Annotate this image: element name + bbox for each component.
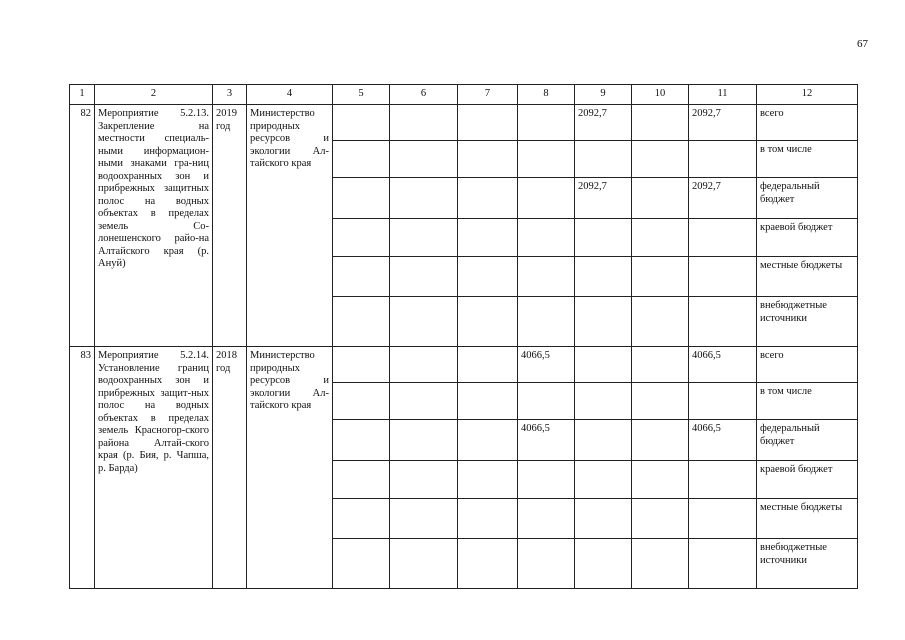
amount-cell — [518, 219, 575, 257]
amount-cell — [390, 178, 458, 219]
amount-cell — [689, 219, 757, 257]
amount-cell — [689, 257, 757, 297]
amount-cell — [518, 297, 575, 347]
amount-cell — [390, 420, 458, 461]
amount-cell — [458, 297, 518, 347]
amount-cell — [390, 141, 458, 178]
funding-source: в том числе — [757, 383, 858, 420]
amount-cell — [689, 461, 757, 499]
funding-source: местные бюджеты — [757, 499, 858, 539]
header-row — [70, 85, 858, 105]
amount-cell — [458, 347, 518, 383]
column-header: 5 — [333, 85, 390, 105]
amount-cell: 2092,7 — [689, 105, 757, 141]
amount-cell — [689, 539, 757, 589]
column-header: 3 — [213, 85, 247, 105]
funding-source: внебюджетные источники — [757, 539, 858, 589]
amount-cell — [575, 347, 632, 383]
amount-cell — [458, 461, 518, 499]
amount-cell — [518, 499, 575, 539]
amount-cell — [689, 383, 757, 420]
amount-cell: 4066,5 — [689, 420, 757, 461]
funding-source: всего — [757, 105, 858, 141]
funding-source: в том числе — [757, 141, 858, 178]
measure-name: Мероприятие 5.2.13. Закрепление на местности специаль-ными информацион-ными знаками гра-ниц водоохранных зон и прибрежных защитных полос на водных объектах в пределах земель Со-лонешенского райо-на Алтайского края (р. Ануй) — [95, 105, 213, 347]
amount-cell — [575, 499, 632, 539]
amount-cell: 2092,7 — [689, 178, 757, 219]
amount-cell: 2092,7 — [575, 178, 632, 219]
amount-cell — [333, 539, 390, 589]
funding-source: краевой бюджет — [757, 461, 858, 499]
amount-cell — [575, 420, 632, 461]
column-header: 12 — [757, 85, 858, 105]
amount-cell — [333, 461, 390, 499]
table-row — [70, 105, 858, 141]
amount-cell — [575, 539, 632, 589]
amount-cell: 4066,5 — [518, 347, 575, 383]
amount-cell — [390, 257, 458, 297]
responsible-org: Министерство природных ресурсов и экологии Ал-тайского края — [247, 347, 333, 589]
amount-cell — [575, 297, 632, 347]
funding-source: всего — [757, 347, 858, 383]
amount-cell — [632, 539, 689, 589]
amount-cell — [632, 141, 689, 178]
responsible-org: Министерство природных ресурсов и экологии Ал-тайского края — [247, 105, 333, 347]
amount-cell — [575, 257, 632, 297]
funding-source: местные бюджеты — [757, 257, 858, 297]
amount-cell — [518, 105, 575, 141]
row-number: 83 — [70, 347, 95, 589]
amount-cell — [632, 297, 689, 347]
amount-cell — [458, 178, 518, 219]
amount-cell — [689, 499, 757, 539]
amount-cell — [518, 141, 575, 178]
measure-name: Мероприятие 5.2.14. Установление границ водоохранных зон и прибрежных защит-ных полос на водных объектах в пределах земель Красногор-ского района Алтай-ского края (р. Бия, р. Чапша, р. Барда) — [95, 347, 213, 589]
amount-cell — [575, 141, 632, 178]
column-header: 10 — [632, 85, 689, 105]
measure-year: 2018 год — [213, 347, 247, 589]
funding-source: краевой бюджет — [757, 219, 858, 257]
column-header: 7 — [458, 85, 518, 105]
amount-cell — [632, 461, 689, 499]
amount-cell — [632, 383, 689, 420]
amount-cell — [333, 297, 390, 347]
amount-cell — [390, 297, 458, 347]
amount-cell — [390, 383, 458, 420]
amount-cell — [458, 105, 518, 141]
amount-cell — [458, 141, 518, 178]
page-number: 67 — [857, 38, 868, 50]
funding-source: федеральный бюджет — [757, 420, 858, 461]
table-row — [70, 347, 858, 383]
column-header: 6 — [390, 85, 458, 105]
amount-cell — [518, 383, 575, 420]
amount-cell — [390, 219, 458, 257]
amount-cell — [458, 499, 518, 539]
column-header: 4 — [247, 85, 333, 105]
funding-table — [69, 84, 858, 589]
funding-source: внебюджетные источники — [757, 297, 858, 347]
column-header: 9 — [575, 85, 632, 105]
amount-cell — [575, 219, 632, 257]
amount-cell — [632, 178, 689, 219]
amount-cell — [518, 178, 575, 219]
amount-cell — [390, 539, 458, 589]
amount-cell — [458, 420, 518, 461]
amount-cell — [390, 461, 458, 499]
amount-cell — [333, 499, 390, 539]
amount-cell — [518, 539, 575, 589]
amount-cell: 2092,7 — [575, 105, 632, 141]
amount-cell — [333, 257, 390, 297]
column-header: 11 — [689, 85, 757, 105]
amount-cell — [632, 499, 689, 539]
column-header: 1 — [70, 85, 95, 105]
amount-cell — [518, 461, 575, 499]
amount-cell — [333, 178, 390, 219]
amount-cell — [390, 347, 458, 383]
amount-cell — [458, 539, 518, 589]
amount-cell — [689, 297, 757, 347]
amount-cell — [632, 219, 689, 257]
amount-cell — [390, 499, 458, 539]
amount-cell — [632, 420, 689, 461]
amount-cell — [518, 257, 575, 297]
amount-cell — [333, 219, 390, 257]
amount-cell — [333, 383, 390, 420]
amount-cell — [333, 105, 390, 141]
column-header: 8 — [518, 85, 575, 105]
amount-cell — [333, 141, 390, 178]
measure-year: 2019 год — [213, 105, 247, 347]
amount-cell — [390, 105, 458, 141]
amount-cell — [575, 461, 632, 499]
amount-cell — [632, 257, 689, 297]
amount-cell — [575, 383, 632, 420]
amount-cell — [333, 347, 390, 383]
amount-cell — [458, 383, 518, 420]
amount-cell: 4066,5 — [689, 347, 757, 383]
column-header: 2 — [95, 85, 213, 105]
amount-cell — [458, 257, 518, 297]
amount-cell: 4066,5 — [518, 420, 575, 461]
amount-cell — [458, 219, 518, 257]
funding-source: федеральный бюджет — [757, 178, 858, 219]
amount-cell — [689, 141, 757, 178]
amount-cell — [632, 105, 689, 141]
amount-cell — [333, 420, 390, 461]
amount-cell — [632, 347, 689, 383]
row-number: 82 — [70, 105, 95, 347]
